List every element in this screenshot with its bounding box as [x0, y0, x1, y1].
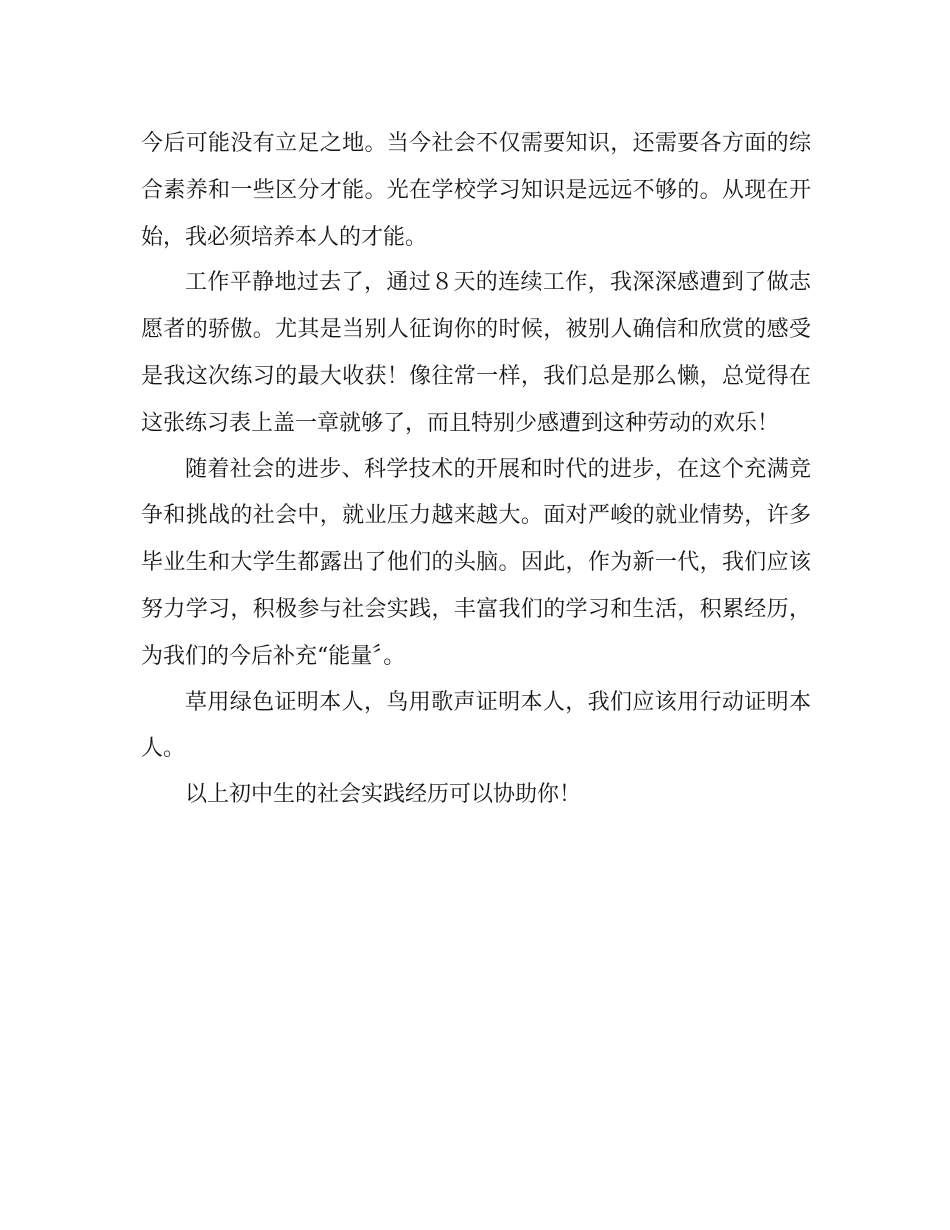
paragraph-volunteer-work: 工作平静地过去了，通过８天的连续工作，我深深感遭到了做志愿者的骄傲。尤其是当别人征询你的时候，被别人确信和欣赏的感受是我这次练习的最大收获！像往常一样，我们总是那么懒，总觉得在这张练习表上盖一章就够了，而且特别少感遭到这种劳动的欢乐！: [141, 270, 811, 436]
paragraph-employment-pressure: 随着社会的进步、科学技术的开展和时代的进步，在这个充满竞争和挑战的社会中，就业压力越来越大。面对严峻的就业情势，许多毕业生和大学生都露出了他们的头脑。因此，作为新一代，我们应该努力学习，积极参与社会实践，丰富我们的学习和生活，积累经历，为我们的今后补充“能量〞。: [141, 456, 811, 669]
paragraph-continuation: 今后可能没有立足之地。当今社会不仅需要知识，还需要各方面的综合素养和一些区分才能。光在学校学习知识是远远不够的。从现在开始，我必须培养本人的才能。: [141, 131, 811, 250]
paragraph-prove-yourself: 草用绿色证明本人，鸟用歌声证明本人，我们应该用行动证明本人。: [141, 689, 811, 762]
document-body: [141, 121, 811, 818]
paragraph-closing: 以上初中生的社会实践经历可以协助你！: [185, 782, 582, 808]
